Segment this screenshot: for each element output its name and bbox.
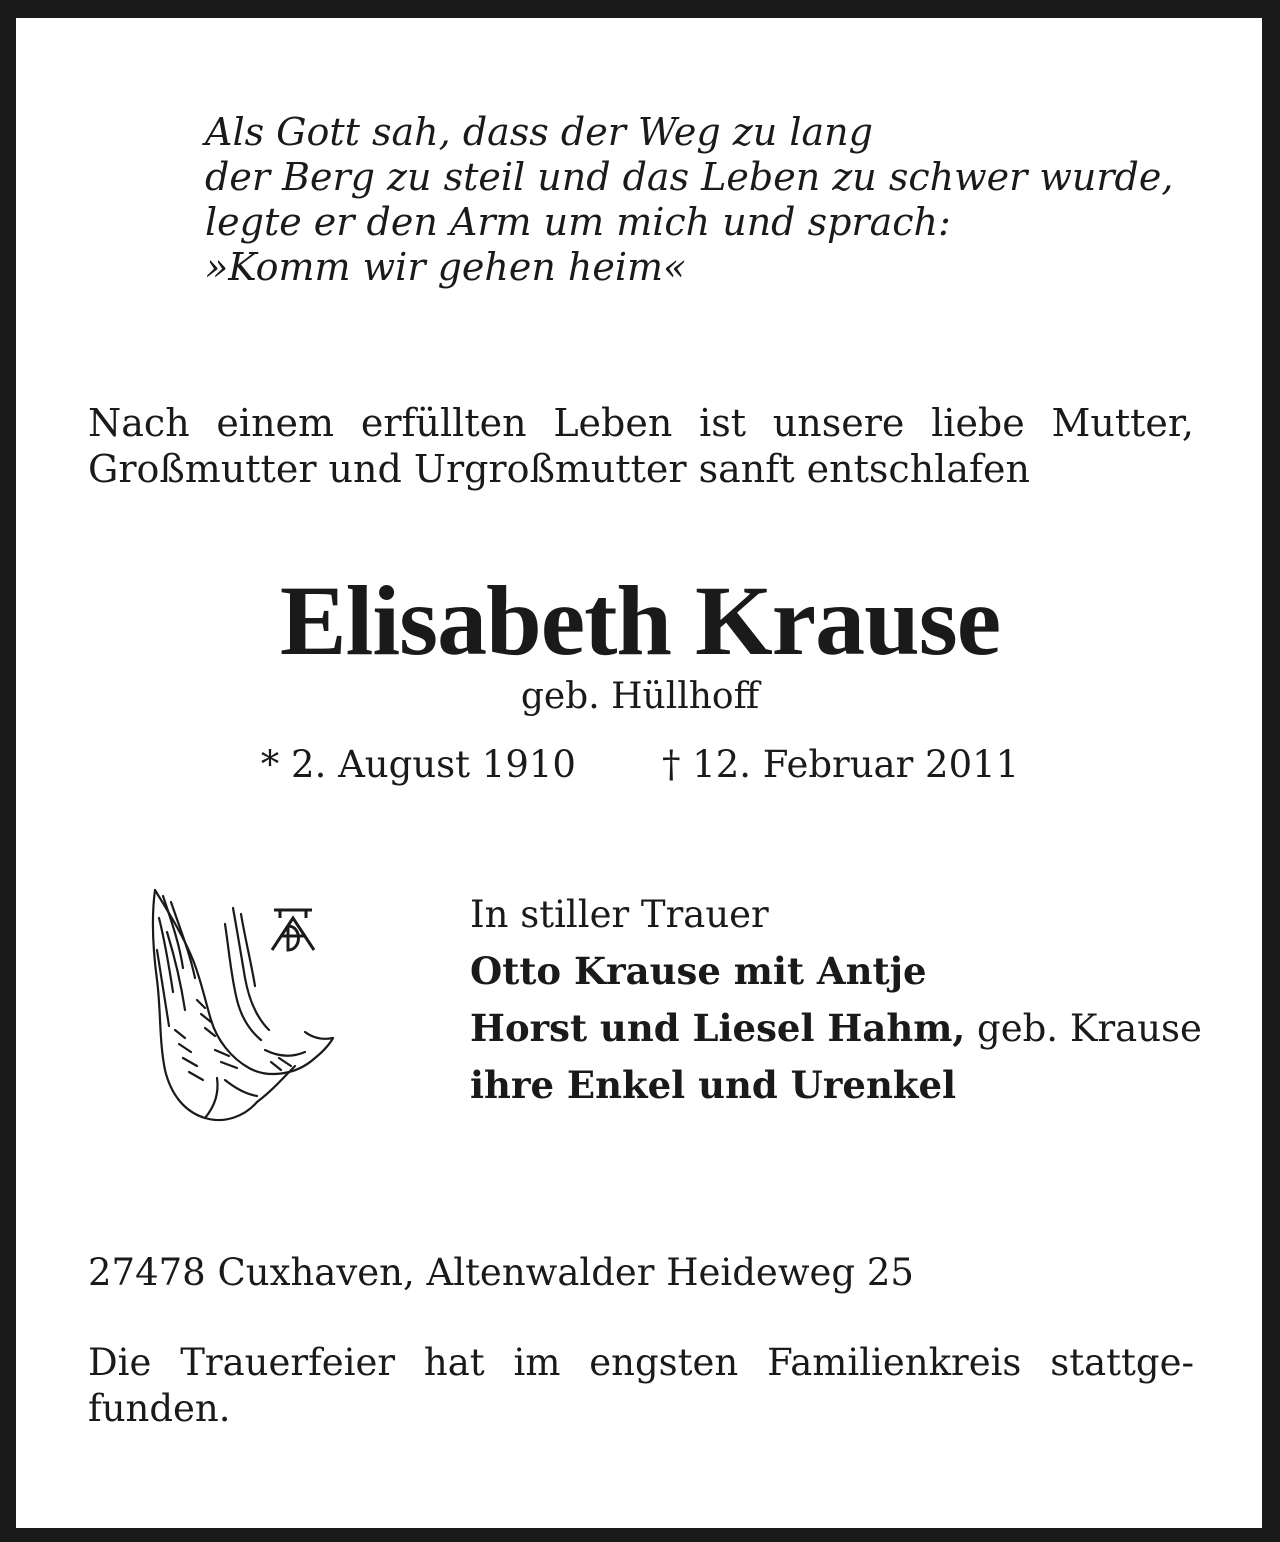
poem-line: »Komm wir gehen heim« [205, 245, 687, 289]
poem-line: Als Gott sah, dass der Weg zu lang [205, 110, 873, 154]
death-date: † 12. Februar 2011 [661, 743, 1020, 786]
mourners-block [470, 886, 1210, 1114]
poem-line: der Berg zu steil und das Leben zu schwer wurde, [205, 155, 1174, 199]
intro-line: Nach einem erfüllten Leben ist unsere liebe Mutter, [88, 401, 1194, 445]
ceremony-line: Die Trauerfeier hat im engsten Familienkreis stattge- [88, 1341, 1194, 1384]
maiden-name: geb. Hüllhoff [520, 676, 760, 717]
ceremony-line: funden. [88, 1387, 231, 1430]
mourner-maiden-name: geb. Krause [965, 1007, 1202, 1050]
intro-line: Großmutter und Urgroßmutter sanft entschlafen [88, 447, 1031, 491]
mourner-line [470, 1000, 1210, 1057]
poem [205, 110, 1215, 290]
mourner-name: Horst und Liesel Hahm, [470, 1006, 966, 1050]
poem-line: legte er den Arm um mich und sprach: [205, 200, 951, 244]
intro-text [88, 400, 1194, 492]
mourners-heading: In stiller Trauer [470, 893, 769, 936]
durer-monogram-icon [268, 906, 318, 952]
life-dates [0, 742, 1280, 788]
mourner-line: Otto Krause mit Antje [470, 949, 927, 993]
address: 27478 Cuxhaven, Altenwalder Heideweg 25 [88, 1251, 914, 1294]
birth-date: * 2. August 1910 [260, 743, 576, 786]
ceremony-note [88, 1340, 1194, 1432]
mourner-line: ihre Enkel und Urenkel [470, 1063, 957, 1107]
deceased-name: Elisabeth Krause [279, 565, 1001, 676]
